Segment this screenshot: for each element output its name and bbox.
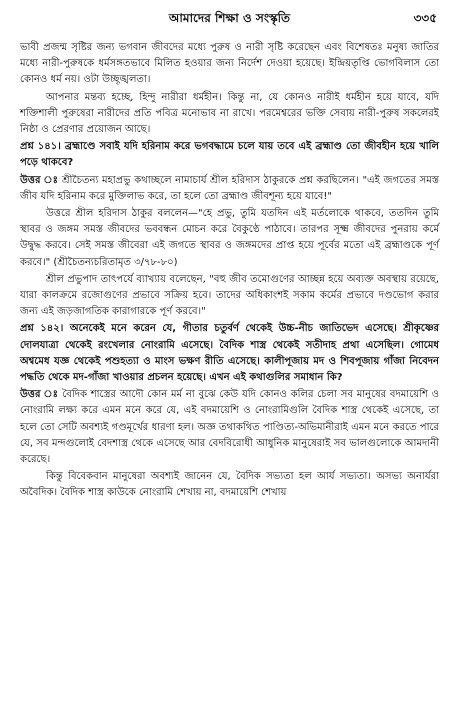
paragraph-vedic-civilization [20, 469, 439, 501]
answer-text: বৈদিক শাস্ত্রের আদৌ কোন মর্ম না বুঝে কেউ যদি কোনও কলির চেলা সব মানুষের বদমায়েশি ও নোংরামি লক্ষ্য করে এমন মনে করে যে, এই বদমায়েশি ও নোংরামিগুলি বৈদিক শাস্ত্র থেকেই এসেছে, তা হলে তো সেটি অবশ্যই গণ্ডমূর্খের ধারণা হল। অজ্ঞ তথাকথিত পাণ্ডিত্য-অভিমানীরাই এমন মনে করতে পারে যে, সব মন্দগুলোই বেদশাস্ত্র থেকে এসেছে আর বেদবিরোধী আধুনিক মানুষেরাই সব ভালগুলোকে আমদানী করেছে। [20, 389, 439, 466]
answer-label: উত্তর ঃ [20, 174, 59, 186]
answer-141 [20, 173, 439, 205]
answer-142 [20, 387, 439, 468]
running-title: আমাদের শিক্ষা ও সংস্কৃতি [168, 11, 291, 25]
paragraph-text: শ্রীল প্রভুপাদ তাৎপর্যে ব্যাখ্যায় বলেছেন, "বহু জীব তমোগুণের আচ্ছন্ন হয়ে অব্যক্ত অবস্থায় রয়েছে, যারা কালক্রমে রজোগুণের প্রভাবে সক্রিয় হবে। তাদের অধিকাংশই সকাম কর্মের প্রভাবে দণ্ডভোগ করার জন্য এই জড়জাগতিক কারাগারকে পূর্ণ করবে।" [20, 273, 439, 318]
question-label: প্রশ্ন ১৪১। [20, 141, 61, 153]
page-header [20, 10, 439, 32]
paragraph-text: কিন্তু বিবেকবান মানুষেরা অবশ্যই জানেন যে, বৈদিক সভ্যতা হল আর্য সভ্যতা। অসভ্য অনার্যরা অবৈদিক। বৈদিক শাস্ত্র কাউকে নোংরামি শেখায় না, বদমায়েশি শেখায় [20, 471, 439, 499]
paragraph-text: উত্তরে শ্রীল হরিদাস ঠাকুর বললেন—"হে প্রভু, তুমি যতদিন এই মর্তলোকে থাকবে, ততদিন তুমি স্থাবর ও জঙ্গম সমস্ত জীবদের ভববন্ধন মোচন করে বৈকুণ্ঠে পাঠাবে। তারপর সূক্ষ্ম জীবদের পুনরায় কর্মে উদ্বুদ্ধ করবে। সেই সমস্ত জীবেরা এই জগতে স্থাবর ও জঙ্গমদের প্রাপ্ত হয়ে পূর্বের মতো এই ব্রহ্মাণ্ডকে পূর্ণ করবে।" (শ্রীচৈতন্যচরিতামৃত ৩/৭৮-৮০) [20, 208, 439, 268]
question-142 [20, 321, 439, 386]
answer-text: শ্রীচৈতন্য মহাপ্রভু কথাচ্ছলে নামাচার্য শ্রীল হরিদাস ঠাকুরকে প্রশ্ন করছিলেন। "এই জগতের সমস্ত জীব যদি হরিনাম করে মুক্তিলাভ করে, তা হলে তো ব্রহ্মাণ্ড জীবশূন্য হয়ে যাবে!" [20, 174, 439, 202]
paragraph-text: ভাবী প্রজন্ম সৃষ্টির জন্য ভগবান জীবদের মধ্যে পুরুষ ও নারী সৃষ্টি করেছেন এবং বিশেষতঃ মনুষ্য জাতির মধ্যে নারী-পুরুষকে ধর্মসঙ্গতভাবে মিলিত হওয়ার জন্য নির্দেশ দেওয়া হয়েছে। ইন্দ্রিয়তৃপ্তি ভোগবিলাস তো কোনও ধর্ম নয়। ওটা উচ্ছৃঙ্খলতা। [20, 42, 439, 86]
paragraph-comment [20, 90, 439, 139]
page-number: ৩৩৫ [413, 11, 437, 25]
answer-label: উত্তর ঃ [20, 389, 59, 401]
question-text: ব্রহ্মাণ্ডে সবাই যদি হরিনাম করে ভগবদ্ধামে চলে যায় তবে এই ব্রহ্মাণ্ড তো জীবহীন হয়ে খালি পড়ে থাকবে? [20, 141, 439, 169]
question-text: অনেকেই মনে করেন যে, গীতার চতুর্বর্ণ থেকেই উচ্চ-নীচ জাতিভেদ এসেছে। শ্রীকৃষ্ণের দোলযাত্রা থেকেই রংখেলার নোংরামি এসেছে। বৈদিক শাস্ত্র থেকেই সতীদাহ প্রথা এসেছিল। গোমেধ অশ্বমেধ যজ্ঞ থেকেই পশুহত্যা ও মাংস ভক্ষণ রীতি এসেছে। কালীপূজায় মদ ও শিবপূজায় গাঁজা নিবেদন পদ্ধতি থেকে মদ-গাঁজা খাওয়ার প্রচলন হয়েছে। এখন এই কথাগুলির সমাধান কি? [20, 323, 440, 384]
paragraph-intro [20, 40, 439, 89]
question-141 [20, 139, 439, 171]
paragraph-prabhupada-purport [20, 272, 439, 321]
question-label: প্রশ্ন ১৪২। [20, 323, 64, 335]
page-body [20, 40, 439, 502]
paragraph-haridas-reply [20, 206, 439, 271]
paragraph-text: আপনার মন্তব্য হচ্ছে, হিন্দু নারীরা ধর্মহীন। কিন্তু না, যে কোনও নারীই ধর্মহীন হয়ে যাবে, যদি শক্তিশালী পুরুষেরা নারীদের প্রতি পবিত্র মনোভাব না রাখে। পরমেশ্বরের ভক্তি সেবায় নারী-পুরুষ সকলেরই নিষ্ঠা ও প্রেরণার প্রয়োজন আছে। [20, 91, 439, 136]
